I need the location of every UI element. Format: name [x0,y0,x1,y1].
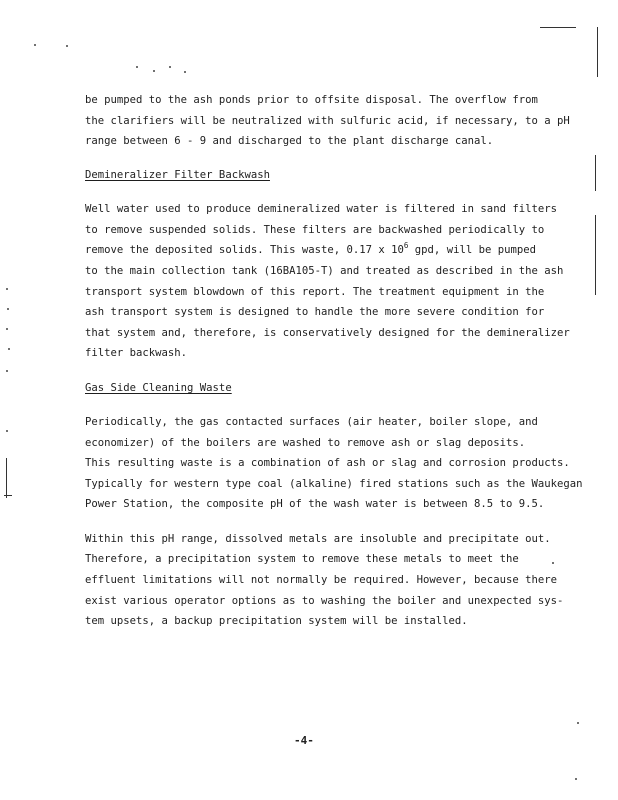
body-text-line: This resulting waste is a combination of ash or slag and corrosion products. [85,457,570,469]
body-text-line: Typically for western type coal (alkaline) fired stations such as the Waukegan [85,478,583,490]
body-text-line: Therefore, a precipitation system to remove these metals to meet the [85,553,519,565]
body-text: gpd, will be pumped [408,244,536,256]
scan-speck [577,722,579,724]
exponent: 6 [403,241,409,250]
body-text-line: effluent limitations will not normally be required. However, because there [85,574,557,586]
body-text-line: ash transport system is designed to handle the more severe condition for [85,306,545,318]
body-text-line: Periodically, the gas contacted surfaces (air heater, boiler slope, and [85,416,538,428]
body-text-line: Power Station, the composite pH of the wash water is between 8.5 to 9.5. [85,498,545,510]
scan-speck [6,370,8,372]
body-text-line: tem upsets, a backup precipitation system will be installed. [85,615,468,627]
scan-speck [8,348,10,350]
body-text-line: filter backwash. [85,347,188,359]
body-text-line: transport system blowdown of this report. The treatment equipment in the [85,286,545,298]
body-text-line: Well water used to produce demineralized water is filtered in sand filters [85,203,557,215]
body-text-line: exist various operator options as to washing the boiler and unexpected sys- [85,595,564,607]
scan-speck [66,45,68,47]
section-heading: Demineralizer Filter Backwash [85,169,270,181]
body-text-line: the clarifiers will be neutralized with sulfuric acid, if necessary, to a pH [85,115,570,127]
body-text-line: Within this pH range, dissolved metals are insoluble and precipitate out. [85,533,551,545]
section-heading: Gas Side Cleaning Waste [85,382,232,394]
scan-speck [6,328,8,330]
scan-speck [153,70,155,72]
scan-speck [575,778,577,780]
scan-speck [184,71,186,73]
scan-speck [136,66,138,68]
body-text-line: to remove suspended solids. These filters are backwashed periodically to [85,224,545,236]
scan-speck [7,308,9,310]
body-text: remove the deposited solids. This waste, 0.17 x 10 [85,244,404,256]
body-text-line: to the main collection tank (16BA105-T) and treated as described in the ash [85,265,564,277]
scan-mark [4,495,12,496]
page-number: -4- [294,734,314,747]
scan-mark [6,458,7,498]
scan-mark [595,215,596,295]
body-text-line: range between 6 - 9 and discharged to the plant discharge canal. [85,135,494,147]
body-text-line: that system and, therefore, is conservatively designed for the demineralizer [85,327,570,339]
scan-mark [597,27,598,77]
body-text-line: be pumped to the ash ponds prior to offsite disposal. The overflow from [85,94,538,106]
body-text-line-with-exponent [85,243,536,258]
scan-speck [6,430,8,432]
scan-speck [34,44,36,46]
scan-speck [169,66,171,68]
body-text-line: economizer) of the boilers are washed to remove ash or slag deposits. [85,437,526,449]
scan-speck [552,562,554,564]
scan-mark [595,155,596,191]
scan-speck [6,288,8,290]
scan-mark [540,27,576,28]
